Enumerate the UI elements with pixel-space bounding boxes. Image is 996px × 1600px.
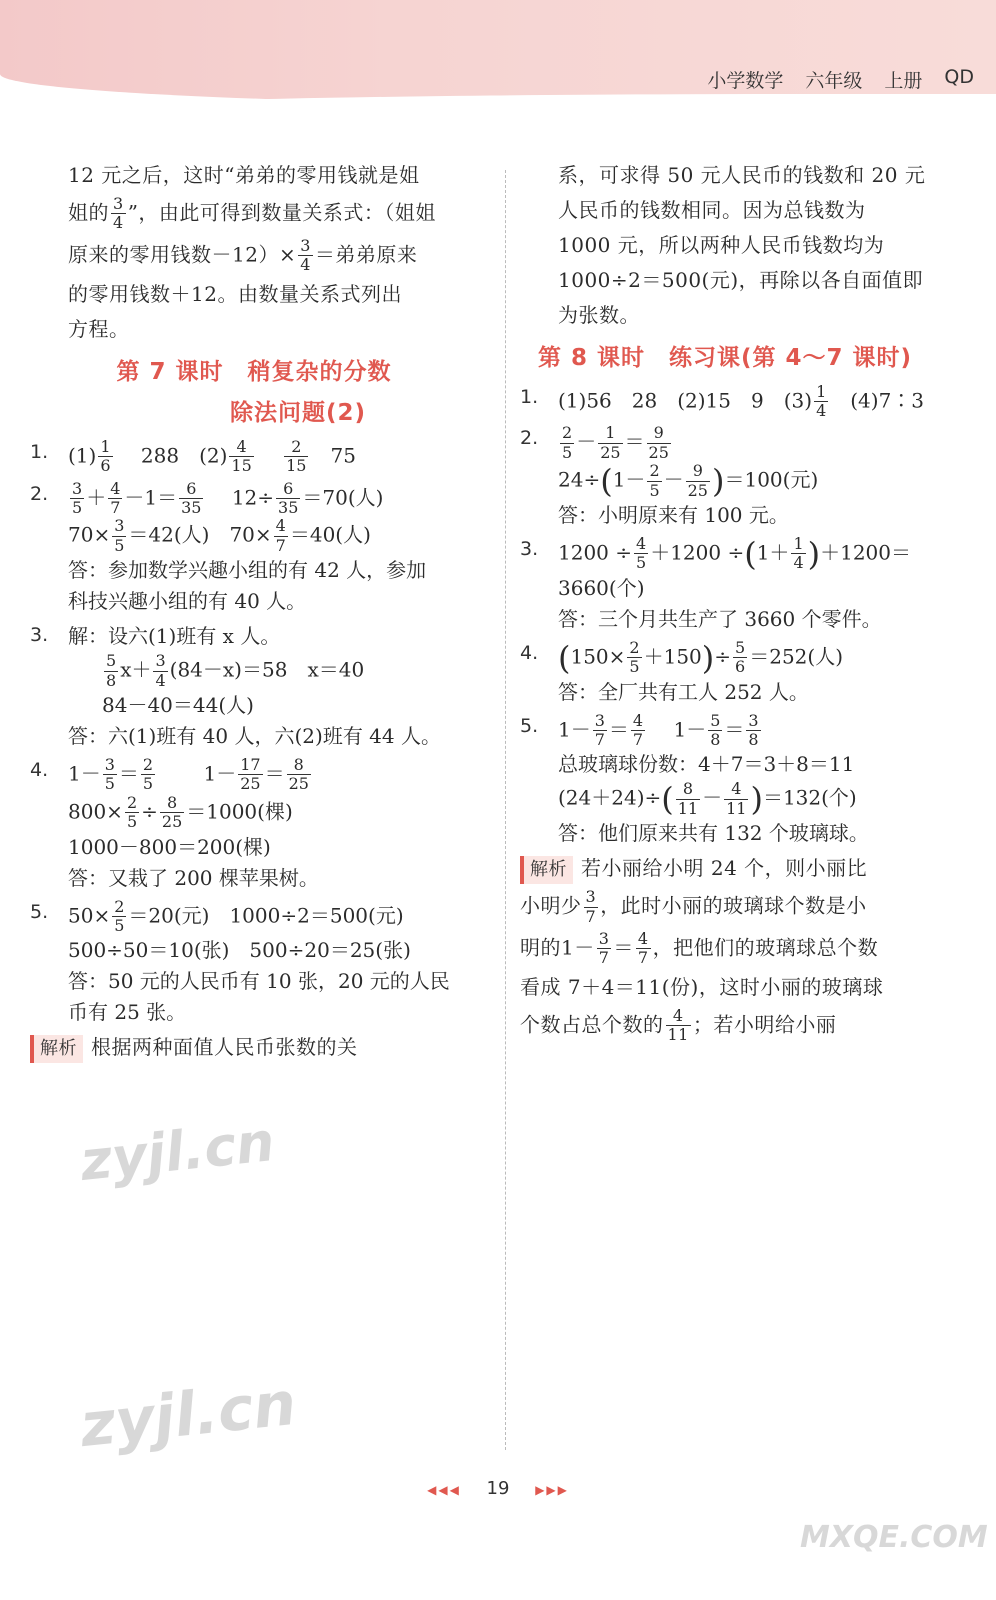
answer-item-5: 5. 1－ $\frac{3}{7}$ ＝ $\frac{4}{7}$ 1－ $\frac{5}{8}$ ＝ $\frac{3}{8}$ 总玻璃球份数：4＋7＝3＋8＝11 (24＋24)÷( $\frac{8}{11}$ － $\frac{4}{11}$ )＝132(个) 答：他们原来共有 132 个玻璃球。 [520,710,869,846]
fraction: $\frac{3}{4}$ [113,194,124,233]
fraction: $\frac{3}{4}$ [300,235,311,275]
item-number: 4. [30,758,49,781]
fraction: $\frac{17}{25}$ [240,754,261,794]
item-number: 2. [520,427,539,450]
item-number: 1. [520,385,539,408]
header-grade: 六年级 [805,70,863,92]
item-number: 3. [520,537,539,560]
item-number: 5. [30,900,49,923]
fraction: $\frac{5}{6}$ [735,637,746,677]
fraction: $\frac{3}{5}$ [72,478,83,518]
fraction: $\frac{6}{35}$ [278,478,299,518]
fraction: $\frac{1}{4}$ [816,381,827,421]
fraction: $\frac{4}{11}$ [667,1005,689,1045]
fraction: $\frac{5}{8}$ [106,651,117,690]
text-line: 方程。 [68,316,130,341]
fraction: $\frac{9}{25}$ [648,423,669,462]
fraction: $\frac{4}{7}$ [110,478,121,518]
answer-item-2: 2. $\frac{2}{5}$ － $\frac{1}{25}$ ＝ $\frac{9}{25}$ 24÷(1－ $\frac{2}{5}$ － $\frac{9}{25}$ )＝100(元) 答：小明原来有 100 元。 [520,423,819,527]
analysis-note: 解析 若小丽给小明 24 个，则小丽比 小明少 $\frac{3}{7}$ ，此时小丽的玻璃球个数是小 明的1－ $\frac{3}{7}$ ＝ $\frac{4}{7}$ ，把他们的玻璃球总个数 看成 7＋4＝11(份)，这时小丽的玻璃球 个数占总个数的 $\frac{4}{11}$ ；若小明给小丽 [520,856,884,1045]
fraction: $\frac{3}{7}$ [594,710,605,749]
fraction: $\frac{2}{15}$ [286,436,307,476]
watermark: MXQE.COM [800,1520,988,1555]
right-column [520,160,960,1048]
text-line: 为张数。 [558,303,640,327]
item-number: 5. [520,714,539,737]
fraction: $\frac{3}{4}$ [155,651,166,690]
answer-item-1: 1. (1)56 28 (2)15 9 (3) $\frac{1}{4}$ (4)7∶3 [520,381,925,421]
fraction: $\frac{4}{7}$ [637,928,649,968]
item-number: 4. [520,641,539,664]
fraction: $\frac{8}{25}$ [161,792,183,832]
fraction: $\frac{1}{25}$ [600,423,621,462]
fraction: $\frac{4}{11}$ [726,779,747,818]
fraction: $\frac{2}{5}$ [114,896,125,935]
fraction: $\frac{8}{25}$ [288,754,309,794]
text-line: 1000 元，所以两种人民币钱数均为 [558,233,885,257]
watermark: zyjl.cn [77,1110,278,1193]
fraction: $\frac{4}{7}$ [632,710,644,749]
item-number: 3. [30,624,49,647]
text-line: 1000÷2＝500(元)，再除以各自面值即 [558,268,924,292]
analysis-badge: 解析 [520,856,573,884]
lesson-8-title: 第 8 课时 练习课(第 4～7 课时) [538,345,913,371]
watermark: zyjl.cn [76,1368,300,1462]
fraction: $\frac{3}{8}$ [748,710,759,749]
fraction: $\frac{2}{5}$ [126,792,138,832]
continued-text [520,160,960,331]
header-volume: 上册 [884,70,923,92]
text-line: 12 元之后，这时“弟弟的零用钱就是姐 [68,163,420,187]
lesson-7-subtitle: 除法问题(2) [230,400,367,427]
fraction: $\frac{1}{6}$ [100,436,111,476]
fraction: $\frac{4}{15}$ [231,436,252,476]
fraction: $\frac{9}{25}$ [687,461,708,500]
page-number: 19 [486,1478,510,1499]
fraction: $\frac{3}{7}$ [585,887,597,926]
answer-item-3: 3. 1200 ÷ $\frac{4}{5}$ ＋1200 ÷(1＋ $\frac{1}{4}$ )＋1200＝ 3660(个) 答：三个月共生产了 3660 个零件。 [520,533,912,631]
intro-text [30,160,478,345]
answer-item-1: 1. (1) $\frac{1}{6}$ 288 (2) $\frac{4}{15}$ $\frac{2}{15}$ 75 [30,436,356,476]
fraction: $\frac{3}{5}$ [114,516,125,555]
fraction: $\frac{5}{8}$ [710,710,721,749]
fraction: $\frac{3}{5}$ [104,754,115,794]
fraction: $\frac{2}{5}$ [629,637,640,677]
fraction: $\frac{2}{5}$ [142,754,154,794]
item-number: 2. [30,482,49,505]
text-line: 的零用钱数＋12。由数量关系式列出 [68,281,402,306]
text-line: 系，可求得 50 元人民币的钱数和 20 元 [558,163,926,187]
answer-item-4: 4. 1－ $\frac{3}{5}$ ＝ $\frac{2}{5}$ 1－ $\frac{17}{25}$ ＝ $\frac{8}{25}$ 800× $\frac{2}{5}$ ÷ $\frac{8}{25}$ ＝1000(棵) 1000－800＝200(棵) 答：又栽了 200 棵苹果树。 [30,754,319,890]
left-column [30,160,478,1067]
answer-item-4: 4. (150× $\frac{2}{5}$ ＋150)÷ $\frac{5}{6}$ ＝252(人) 答：全厂共有工人 252 人。 [520,637,844,704]
page-footer [0,1478,996,1499]
book-header [707,66,974,93]
header-edition: QD [944,66,974,88]
lesson-7-title: 第 7 课时 稍复杂的分数 [116,358,392,385]
fraction: $\frac{2}{5}$ [649,461,660,500]
fraction: $\frac{4}{5}$ [636,533,647,573]
analysis-badge: 解析 [30,1035,83,1063]
text-line: 原来的零用钱数－12）× $\frac{3}{4}$ ＝弟弟原来 [68,235,418,275]
answer-item-5: 5. 50× $\frac{2}{5}$ ＝20(元) 1000÷2＝500(元) 500÷50＝10(张) 500÷20＝25(张) 答：50 元的人民币有 10 张，20 元的人民 币有 25 张。 [30,896,450,1025]
next-arrows-icon: ▶▶▶ [535,1483,569,1497]
answer-item-3: 3. 解：设六(1)班有 x 人。 $\frac{5}{8}$ x＋ $\frac{3}{4}$ (84－x)＝58 x＝40 84－40＝44(人) 答：六(1)班有 40 人，六(2)班有 44 人。 [30,621,478,752]
fraction: $\frac{4}{7}$ [275,516,286,555]
fraction: $\frac{8}{11}$ [677,779,699,818]
fraction: $\frac{3}{7}$ [598,928,610,968]
column-divider [505,170,506,1450]
item-number: 1. [30,440,49,463]
analysis-note: 解析 根据两种面值人民币张数的关 [30,1032,478,1063]
text-line: 人民币的钱数相同。因为总钱数为 [558,198,866,222]
header-subject: 小学数学 [707,70,784,92]
fraction: $\frac{2}{5}$ [562,423,573,462]
answer-item-2: 2. $\frac{3}{5}$ ＋ $\frac{4}{7}$ －1＝ $\frac{6}{35}$ 12÷ $\frac{6}{35}$ ＝70(人) 70× $\frac{3}{5}$ ＝42(人) 70× $\frac{4}{7}$ ＝40(人) 答：参加数学兴趣小组的有 42 人，参加 科技兴趣小组的有 40 人。 [30,478,427,614]
fraction: $\frac{6}{35}$ [181,478,202,518]
text-line: 姐的 $\frac{3}{4}$ ”，由此可得到数量关系式：（姐姐 [68,194,436,233]
fraction: $\frac{1}{4}$ [793,533,804,573]
prev-arrows-icon: ◀◀◀ [427,1483,461,1497]
